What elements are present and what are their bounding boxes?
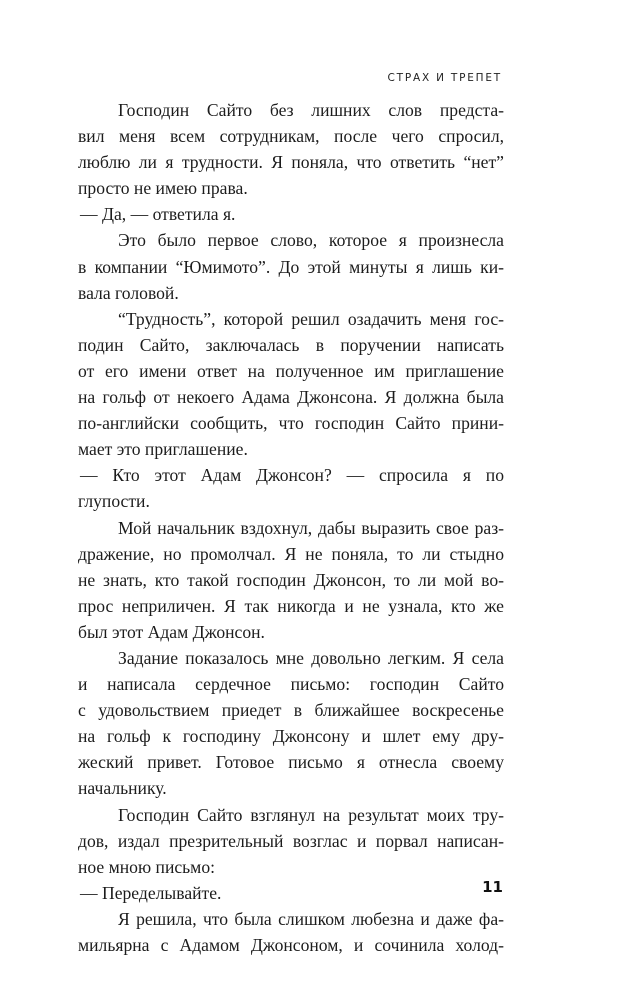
text-line: на гольф от некоего Адама Джонсона. Я должна была bbox=[78, 387, 504, 408]
text-line: — Да, — ответила я. bbox=[80, 204, 236, 225]
text-line: дражение, но промолчал. Я не поняла, то ли стыдно bbox=[78, 543, 504, 564]
text-line: Господин Сайто взглянул на результат моих тру- bbox=[118, 804, 504, 825]
text-line: жеский привет. Готовое письмо я отнесла своему bbox=[78, 752, 504, 773]
text-line: прос неприличен. Я так никогда и не узнала, кто же bbox=[78, 595, 504, 616]
text-line: подин Сайто, заключалась в поручении написать bbox=[78, 334, 504, 355]
text-line: просто не имею права. bbox=[78, 178, 248, 199]
text-line: вала головой. bbox=[78, 282, 179, 303]
text-line: Я решила, что была слишком любезна и даже фа- bbox=[118, 908, 504, 929]
text-line: по-английски сообщить, что господин Сайто прини- bbox=[78, 413, 504, 434]
text-line: — Переделывайте. bbox=[80, 882, 222, 903]
text-line: мает это приглашение. bbox=[78, 439, 248, 460]
text-line: Задание показалось мне довольно легким. Я села bbox=[118, 647, 504, 668]
text-line: от его имени ответ на полученное им приглашение bbox=[78, 360, 504, 381]
text-line: начальнику. bbox=[78, 778, 167, 799]
text-line: люблю ли я трудности. Я поняла, что ответить “нет” bbox=[78, 152, 504, 173]
text-line: с удовольствием приедет в ближайшее воскресенье bbox=[78, 700, 504, 721]
body-text bbox=[78, 97, 504, 958]
text-line: Это было первое слово, которое я произнесла bbox=[118, 230, 504, 251]
text-line: “Трудность”, которой решил озадачить меня гос- bbox=[118, 308, 504, 329]
text-line: дов, издал презрительный возглас и порвал написан- bbox=[78, 830, 504, 851]
text-line: на гольф к господину Джонсону и шлет ему дру- bbox=[78, 726, 504, 747]
page-number: 11 bbox=[482, 878, 503, 896]
text-line: не знать, кто такой господин Джонсон, то ли мой во- bbox=[78, 569, 504, 590]
text-line: в компании “Юмимото”. До этой минуты я лишь ки- bbox=[78, 256, 504, 277]
text-line: и написала сердечное письмо: господин Сайто bbox=[78, 674, 504, 695]
text-line: Господин Сайто без лишних слов предста- bbox=[118, 100, 504, 120]
text-line: ное мною письмо: bbox=[78, 856, 216, 877]
text-line: был этот Адам Джонсон. bbox=[78, 621, 265, 642]
text-line: Мой начальник вздохнул, дабы выразить свое раз- bbox=[118, 517, 504, 538]
running-head: СТРАХ И ТРЕПЕТ bbox=[387, 72, 502, 84]
text-line: вил меня всем сотрудникам, после чего спросил, bbox=[78, 126, 504, 147]
text-line: глупости. bbox=[78, 491, 150, 512]
text-line: мильярна с Адамом Джонсоном, и сочинила холод- bbox=[78, 935, 504, 955]
text-line: — Кто этот Адам Джонсон? — спросила я по bbox=[80, 465, 504, 486]
